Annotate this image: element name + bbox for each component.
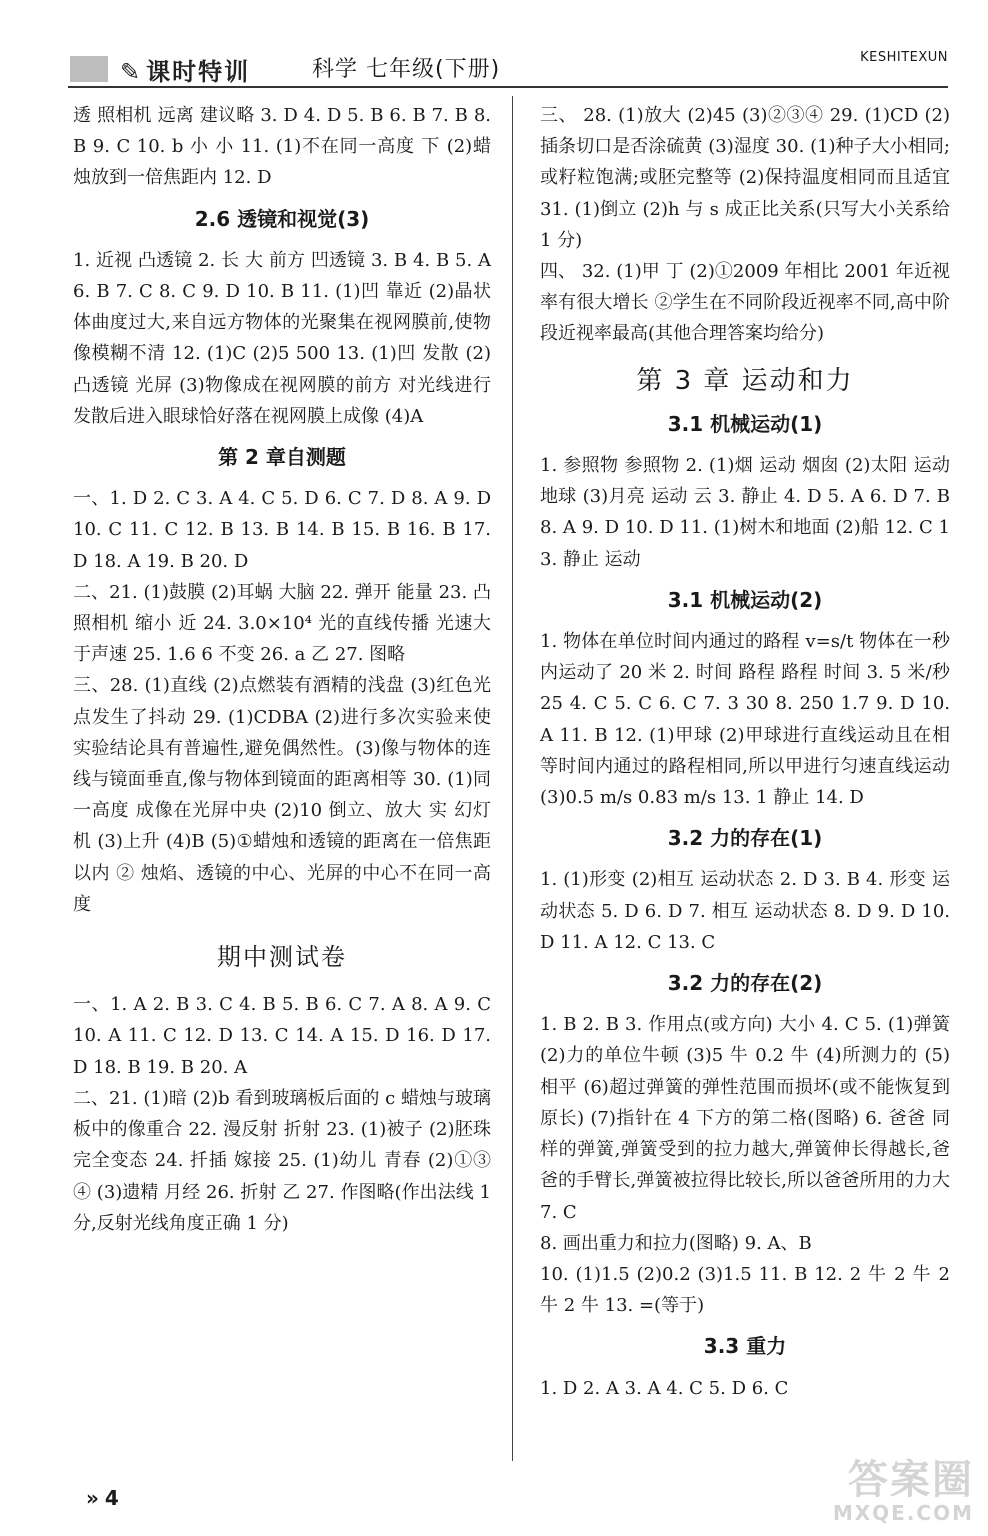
logo-text: 课时特训 — [146, 58, 251, 86]
pen-swoosh-icon: ✎ — [120, 58, 143, 86]
answer-paragraph: 1. 参照物 参照物 2. (1)烟 运动 烟囱 (2)太阳 运动 地球 (3)月亮 运动 云 3. 静止 4. D 5. A 6. D 7. B 8. A 9. D 10. D 11. (1)树木和地面 (2)船 12. C 13. 静止 运动 — [540, 455, 950, 570]
header-gray-block — [70, 56, 108, 82]
site-watermark — [784, 1458, 974, 1528]
answer-paragraph: 一、1. A 2. B 3. C 4. B 5. B 6. C 7. A 8. A 9. C 10. A 11. C 12. D 13. C 14. A 15. D 16. D 17. D 18. B 19. B 20. A — [73, 994, 491, 1078]
chapter-heading: 第 3 章 运动和力 — [636, 365, 854, 396]
answer-paragraph: 四、 32. (1)甲 丁 (2)①2009 年相比 2001 年近视率有很大增长 ②学生在不同阶段近视率不同,高中阶段近视率最高(其他合理答案均给分) — [540, 261, 950, 345]
left-column — [73, 100, 491, 1239]
answer-paragraph: 8. 画出重力和拉力(图略) 9. A、B — [540, 1232, 812, 1254]
test-heading: 期中测试卷 — [217, 943, 347, 972]
section-heading: 3.1 机械运动(1) — [667, 411, 823, 436]
watermark-url: MXQE.COM — [832, 1501, 974, 1525]
page-footer — [86, 1486, 119, 1510]
section-heading: 3.2 力的存在(1) — [667, 826, 823, 851]
answer-paragraph: 三、 28. (1)放大 (2)45 (3)②③④ 29. (1)CD (2)插条切口是否涂硫黄 (3)湿度 30. (1)种子大小相同;或籽粒饱满;或胚完整等 (2)保持温度相同而且适宜 31. (1)倒立 (2)h 与 s 成正比关系(只写大小关系给 1 分) — [540, 105, 950, 251]
answer-paragraph: 1. 物体在单位时间内通过的路程 v=s/t 物体在一秒内运动了 20 米 2. 时间 路程 路程 时间 3. 5 米/秒 25 4. C 5. C 6. C 7. 3 30 8. 250 1.7 9. D 10. A 11. B 12. (1)甲球 (2)甲球进行直线运动且在相等时间内通过的路程相同,所以甲进行匀速直线运动 (3)0.5 m/s 0.83 m/s 13. 1 静止 14. D — [540, 631, 950, 809]
answer-paragraph: 10. (1)1.5 (2)0.2 (3)1.5 11. B 12. 2 牛 2 牛 2 牛 2 牛 13. =(等于) — [540, 1263, 950, 1317]
subject-grade: 科学 七年级(下册) — [312, 57, 501, 82]
watermark-logo: 答案圈 — [848, 1457, 974, 1503]
double-arrow-icon: » — [86, 1486, 95, 1510]
section-heading: 3.1 机械运动(2) — [667, 587, 823, 612]
column-divider — [512, 96, 513, 1461]
right-column — [540, 100, 950, 1404]
page-header — [0, 0, 988, 100]
section-heading: 2.6 透镜和视觉(3) — [194, 206, 370, 231]
section-heading: 第 2 章自测题 — [218, 445, 346, 470]
answer-paragraph: 一、1. D 2. C 3. A 4. C 5. D 6. C 7. D 8. A 9. D 10. C 11. C 12. B 13. B 14. B 15. B 16. B 17. D 18. A 19. B 20. D — [73, 488, 491, 572]
page-number: 4 — [104, 1486, 119, 1510]
section-heading: 3.2 力的存在(2) — [667, 971, 823, 996]
answer-paragraph: 透 照相机 远离 建议略 3. D 4. D 5. B 6. B 7. B 8. B 9. C 10. b 小 小 11. (1)不在同一高度 下 (2)蜡烛放到一倍焦距内 12. D — [73, 105, 491, 189]
answer-paragraph: 二、21. (1)鼓膜 (2)耳蜗 大脑 22. 弹开 能量 23. 凸 照相机 缩小 近 24. 3.0×10⁴ 光的直线传播 光速大于声速 25. 1.6 6 不变 26. a 乙 27. 图略 — [73, 581, 491, 666]
answer-paragraph: 二、21. (1)暗 (2)b 看到玻璃板后面的 c 蜡烛与玻璃板中的像重合 22. 漫反射 折射 23. (1)被子 (2)胚珠 完全变态 24. 扦插 嫁接 25. (1)幼儿 青春 (2)①③④ (3)遗精 月经 26. 折射 乙 27. 作图略(作出法线 1 分,反射光线角度正确 1 分) — [73, 1087, 491, 1234]
answer-paragraph: 三、28. (1)直线 (2)点燃装有酒精的浅盘 (3)红色光点发生了抖动 29. (1)CDBA (2)进行多次实验来使实验结论具有普遍性,避免偶然性。(3)像与物体的连线与镜面垂直,像与物体到镜面的距离相等 30. (1)同一高度 成像在光屏中央 (2)10 倒立、放大 实 幻灯机 (3)上升 (4)B (5)①蜡烛和透镜的距离在一倍焦距以内 ② 烛焰、透镜的中心、光屏的中心不在同一高度 — [73, 675, 491, 915]
answer-paragraph: 1. B 2. B 3. 作用点(或方向) 大小 4. C 5. (1)弹簧 (2)力的单位牛顿 (3)5 牛 0.2 牛 (4)所测力的 (5)相平 (6)超过弹簧的弹性范围而损坏(或不能恢复到原长) (7)指针在 4 下方的第二格(图略) 6. 爸爸 同样的弹簧,弹簧受到的拉力越大,弹簧伸长得越长,爸爸的手臂长,弹簧被拉得比较长,所以爸爸所用的力大 7. C — [540, 1014, 950, 1223]
answer-paragraph: 1. (1)形变 (2)相互 运动状态 2. D 3. B 4. 形变 运动状态 5. D 6. D 7. 相互 运动状态 8. D 9. D 10. D 11. A 12. C 13. C — [540, 869, 950, 953]
answer-paragraph: 1. 近视 凸透镜 2. 长 大 前方 凹透镜 3. B 4. B 5. A 6. B 7. C 8. C 9. D 10. B 11. (1)凹 靠近 (2)晶状体曲度过大,来自远方物体的光聚集在视网膜前,使物像模糊不清 12. (1)C (2)5 500 13. (1)凹 发散 (2)凸透镜 光屏 (3)物像成在视网膜的前方 对光线进行发散后进入眼球恰好落在视网膜上成像 (4)A — [73, 249, 491, 427]
header-rule — [68, 86, 948, 88]
book-logo — [120, 52, 250, 87]
section-heading: 3.3 重力 — [703, 1334, 787, 1359]
answer-paragraph: 1. D 2. A 3. A 4. C 5. D 6. C — [540, 1377, 789, 1399]
series-code: KESHITEXUN — [860, 50, 948, 65]
